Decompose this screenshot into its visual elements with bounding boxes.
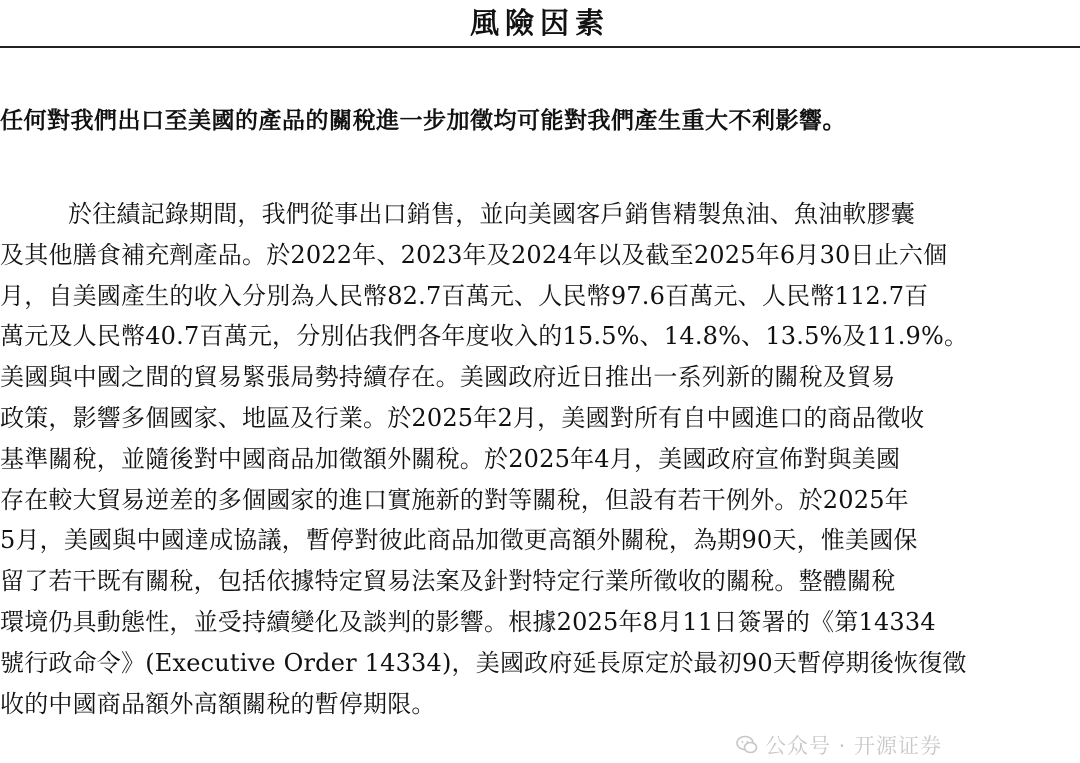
wechat-icon bbox=[735, 733, 759, 757]
paragraph-line: 及其他膳食補充劑產品。於2022年、2023年及2024年以及截至2025年6月30日止六個 bbox=[0, 240, 948, 269]
paragraph-line: 環境仍具動態性，並受持續變化及談判的影響。根據2025年8月11日簽署的《第14334 bbox=[0, 607, 936, 636]
paragraph-line: 留了若干既有關稅，包括依據特定貿易法案及針對特定行業所徵收的關稅。整體關稅 bbox=[0, 567, 896, 596]
paragraph-line: 於往績記錄期間，我們從事出口銷售，並向美國客戶銷售精製魚油、魚油軟膠囊 bbox=[68, 200, 915, 228]
paragraph-line: 萬元及人民幣40.7百萬元，分別佔我們各年度收入的15.5%、14.8%、13.5%及11.9%。 bbox=[0, 322, 969, 351]
paragraph-line: 月，自美國產生的收入分別為人民幣82.7百萬元、人民幣97.6百萬元、人民幣112.7百 bbox=[0, 281, 929, 310]
body-paragraph bbox=[0, 194, 1078, 724]
paragraph-line: 5月，美國與中國達成協議，暫停對彼此商品加徵更高額外關稅，為期90天，惟美國保 bbox=[0, 526, 918, 555]
watermark bbox=[735, 728, 942, 762]
section-heading: 任何對我們出口至美國的產品的關稅進一步加徵均可能對我們產生重大不利影響。 bbox=[0, 107, 846, 134]
page-title: 風險因素 bbox=[469, 6, 610, 40]
paragraph-line: 政策，影響多個國家、地區及行業。於2025年2月，美國對所有自中國進口的商品徵收 bbox=[0, 403, 925, 432]
paragraph-line: 號行政命令》(Executive Order 14334)，美國政府延長原定於最初90天暫停期後恢復徵 bbox=[0, 648, 967, 677]
paragraph-line: 收的中國商品額外高額關稅的暫停期限。 bbox=[0, 689, 436, 718]
watermark-text: 公众号 · 开源证券 bbox=[765, 734, 943, 758]
page-header bbox=[0, 0, 1080, 48]
paragraph-line: 存在較大貿易逆差的多個國家的進口實施新的對等關稅，但設有若干例外。於2025年 bbox=[0, 485, 909, 514]
paragraph-line: 美國與中國之間的貿易緊張局勢持續存在。美國政府近日推出一系列新的關稅及貿易 bbox=[0, 363, 896, 392]
paragraph-line: 基準關稅，並隨後對中國商品加徵額外關稅。於2025年4月，美國政府宣佈對與美國 bbox=[0, 444, 901, 473]
